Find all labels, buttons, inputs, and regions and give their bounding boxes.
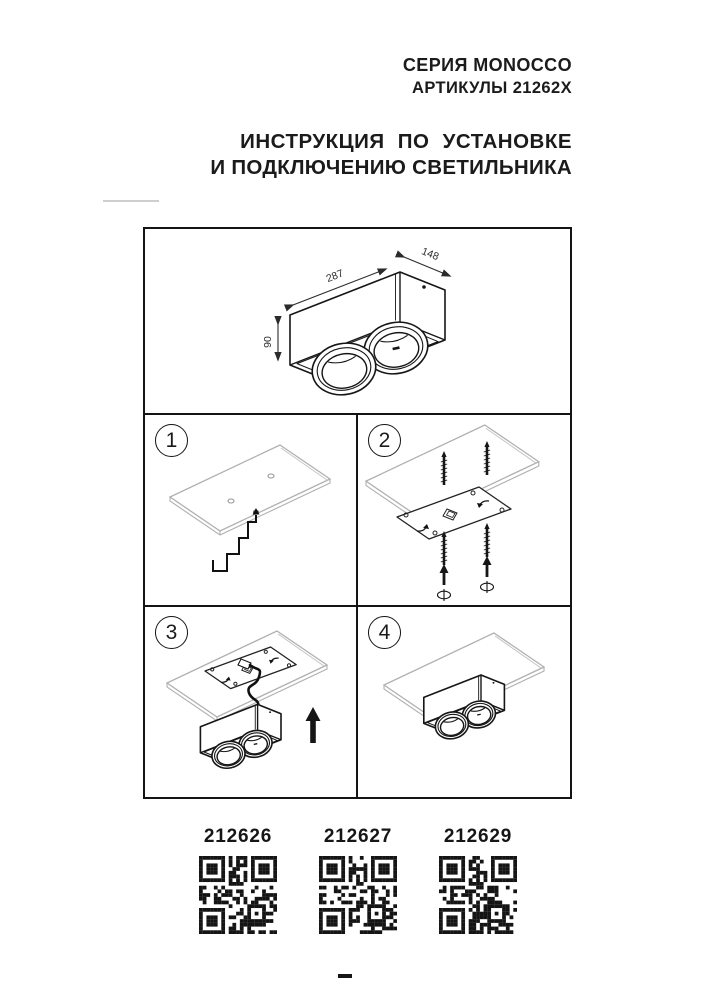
product-dimension-panel [145,229,570,415]
fixture-drawing [290,272,445,401]
dimension-label-height: 90 [262,336,274,348]
instruction-title-line2: И ПОДКЛЮЧЕНИЮ СВЕТИЛЬНИКА [210,156,572,179]
printers-mark [338,974,352,978]
up-arrow-icon [440,564,449,585]
step-panel-2 [358,415,570,607]
step-panel-3 [145,607,358,797]
qr-code [439,856,517,934]
instruction-title-line1: ИНСТРУКЦИЯ ПО УСТАНОВКЕ [240,130,572,153]
lift-up-arrow-icon [306,707,321,743]
screw-icon [484,523,490,557]
screw-head-icon [438,589,451,601]
step-number-badge: 2 [368,424,401,457]
header [403,53,572,99]
step-number-badge: 1 [155,424,188,457]
fixture-isometric-drawing [145,229,570,413]
dimension-label-length: 287 [324,267,346,286]
step-number-badge: 4 [368,616,401,649]
qr-code [319,856,397,934]
article-number: 212626 [203,826,273,847]
articles-line: АРТИКУЛЫ 21262X [412,79,572,97]
qr-code [199,856,277,934]
article-number: 212627 [323,826,393,847]
screw-icon [441,531,447,565]
qr-item [298,826,418,934]
step-number-badge: 3 [155,616,188,649]
diagram-table [143,227,572,799]
qr-item [178,826,298,934]
dimension-height [262,324,278,360]
dimension-depth [404,245,450,276]
up-arrow-icon [483,556,492,577]
series-title: СЕРИЯ MONOCCO [402,55,572,75]
fold-line [103,200,159,202]
instruction-title [210,129,572,181]
qr-item [418,826,538,934]
step-panel-4 [358,607,570,797]
screw-head-icon [481,581,494,593]
article-number: 212629 [443,826,513,847]
step-panel-1 [145,415,358,607]
dimension-label-depth: 148 [419,245,441,264]
